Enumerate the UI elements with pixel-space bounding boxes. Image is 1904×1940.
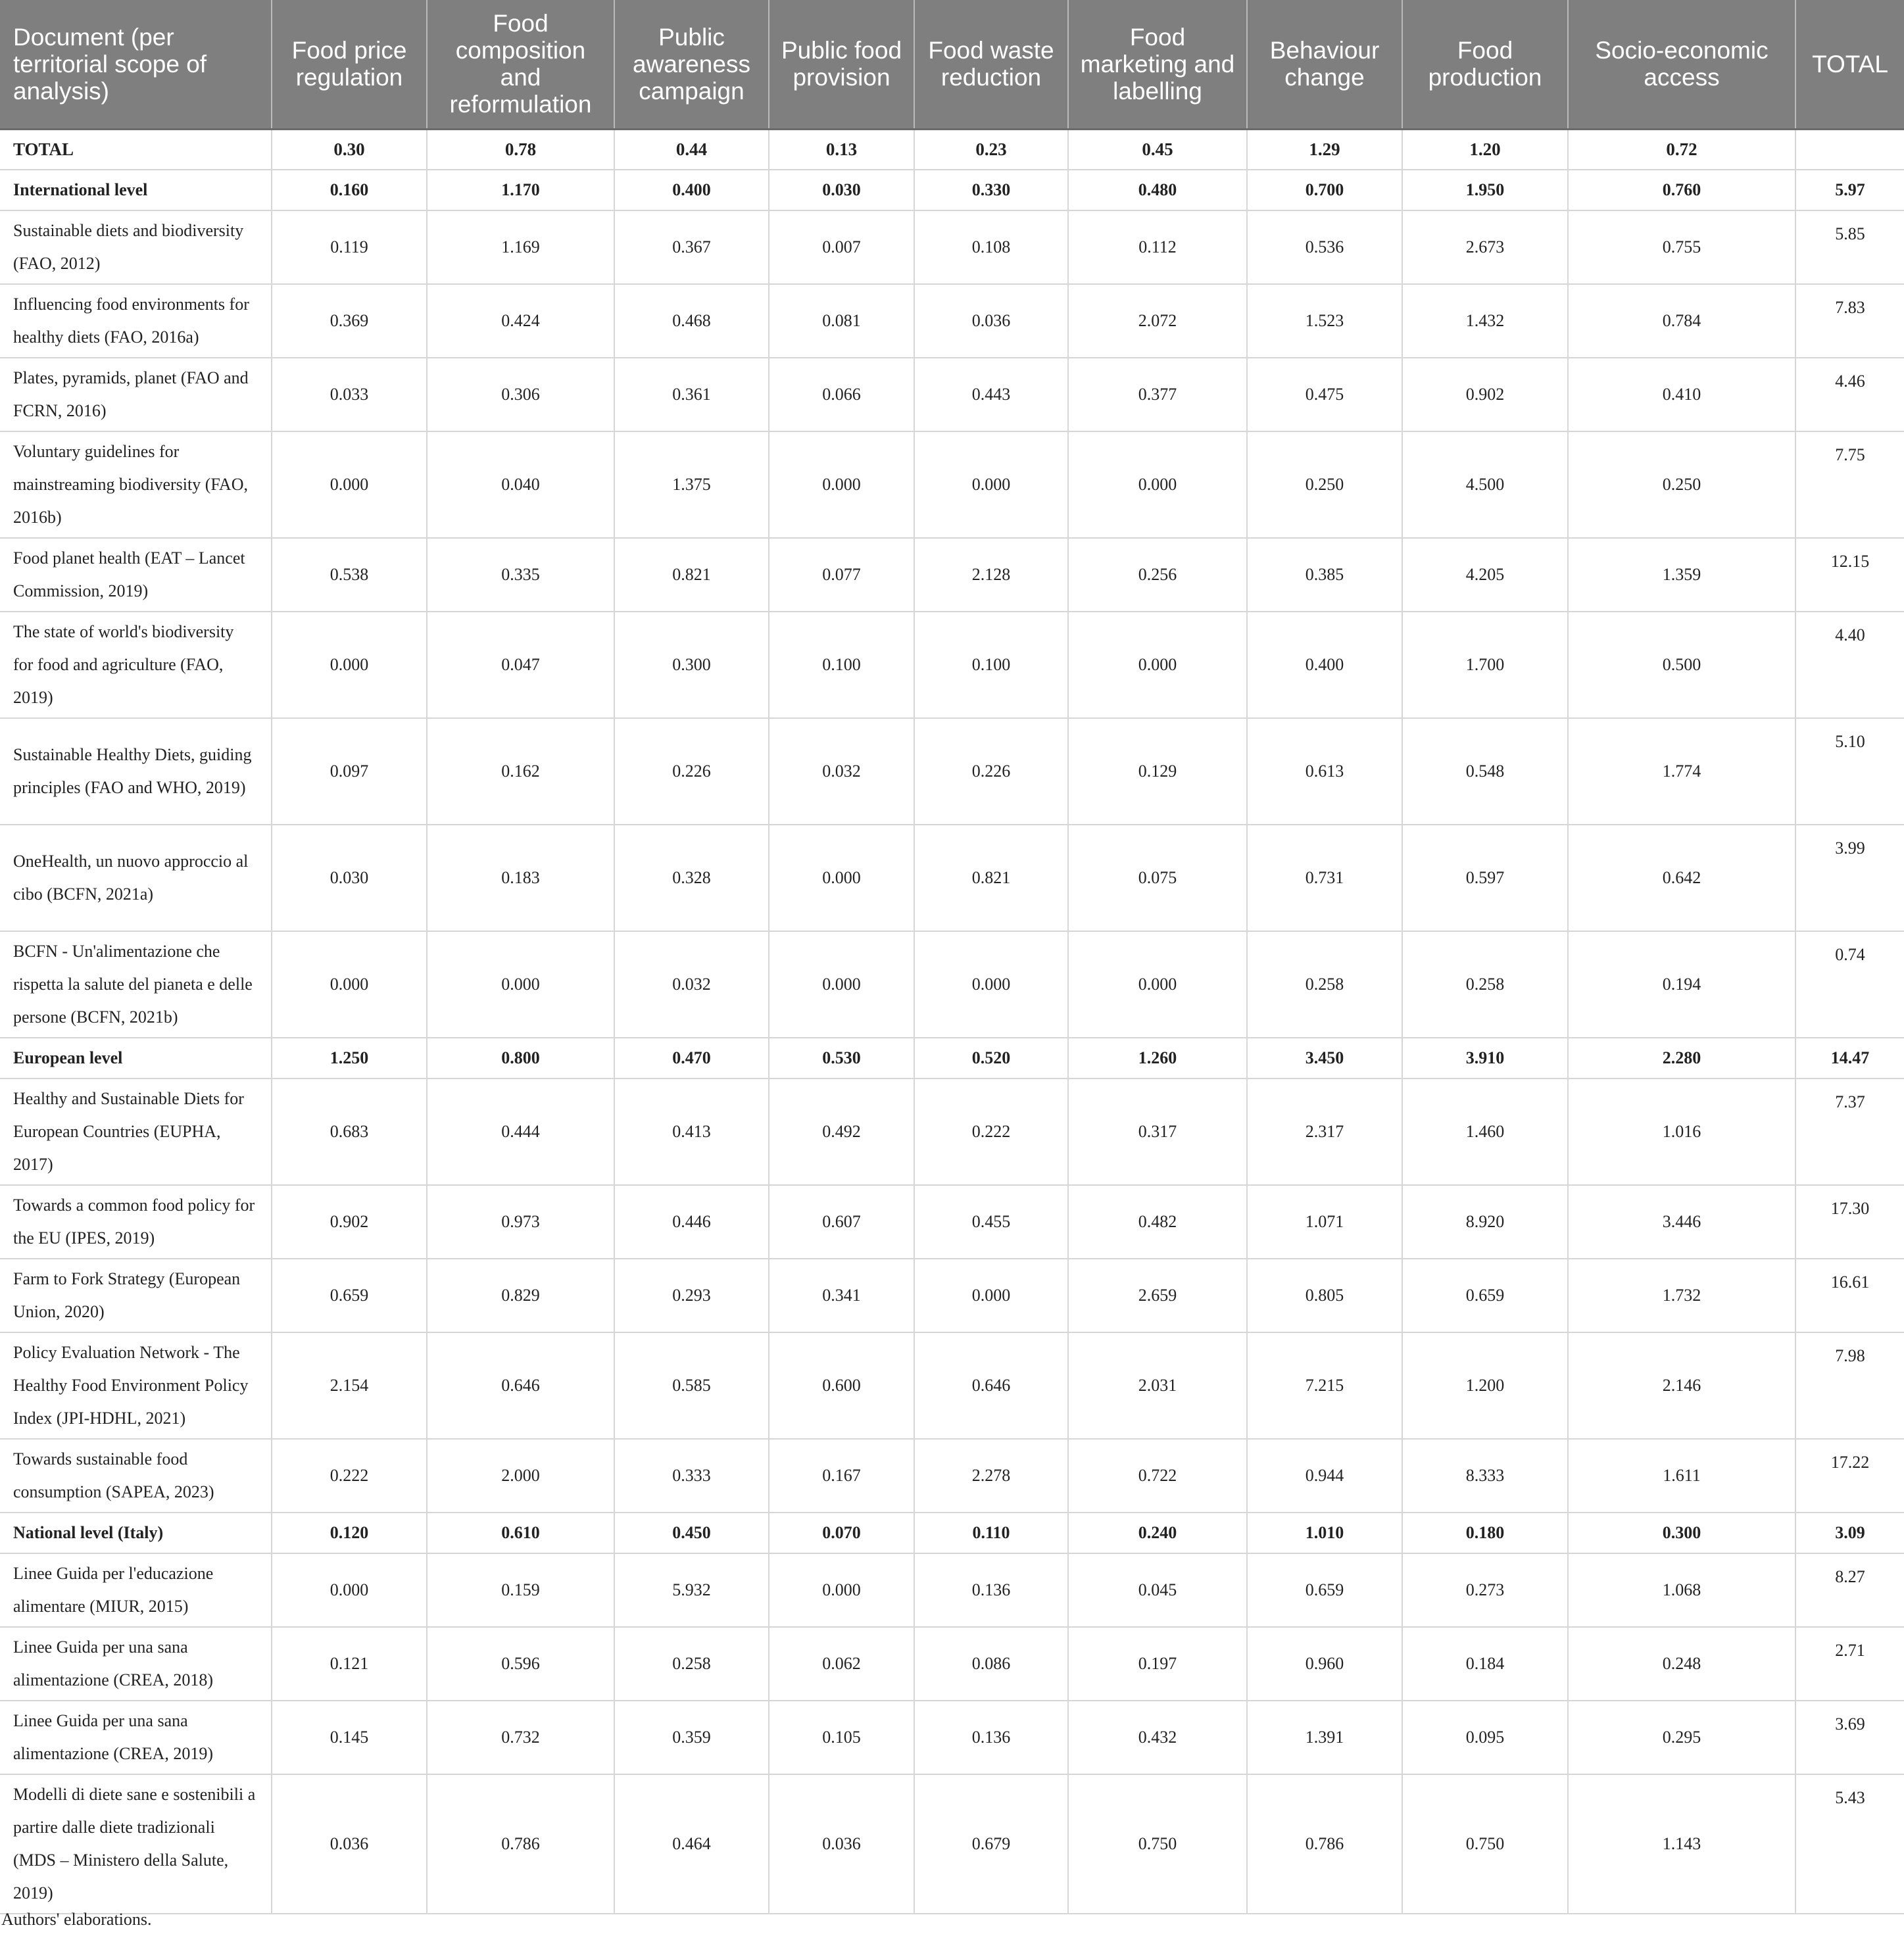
cell-food-composition: 2.000 [427, 1439, 614, 1513]
cell-food-waste-reduction: 0.821 [914, 825, 1068, 931]
total-row [0, 129, 1904, 170]
cell-behaviour-change: 0.731 [1247, 825, 1402, 931]
cell-public-awareness: 0.032 [614, 931, 769, 1038]
cell-behaviour-change: 0.385 [1247, 538, 1402, 612]
cell-food-waste-reduction: 0.226 [914, 718, 1068, 825]
header-food-composition-and-reformulation: Food composition and reformulation [427, 0, 614, 129]
cell-public-food-provision: 0.600 [769, 1332, 914, 1439]
cell-document: Towards a common food policy for the EU (IPES, 2019) [0, 1185, 272, 1259]
table-row [0, 1259, 1904, 1332]
cell-behaviour-change: 0.786 [1247, 1774, 1402, 1914]
cell-total: 17.30 [1795, 1185, 1904, 1259]
group-row [0, 170, 1904, 210]
cell-public-food-provision: 0.341 [769, 1259, 914, 1332]
cell-food-price-regulation: 0.145 [272, 1701, 427, 1774]
header-food-waste-reduction: Food waste reduction [914, 0, 1068, 129]
cell-total: 5.10 [1795, 718, 1904, 825]
cell-food-composition: 0.047 [427, 612, 614, 718]
group-row [0, 1038, 1904, 1079]
cell-behaviour-change: 3.450 [1247, 1038, 1402, 1079]
cell-food-marketing-labelling: 0.240 [1068, 1513, 1247, 1553]
cell-food-composition: 1.169 [427, 210, 614, 284]
cell-food-marketing-labelling: 1.260 [1068, 1038, 1247, 1079]
cell-food-production: 0.597 [1402, 825, 1568, 931]
cell-food-marketing-labelling: 2.031 [1068, 1332, 1247, 1439]
cell-food-marketing-labelling: 2.659 [1068, 1259, 1247, 1332]
cell-food-marketing-labelling: 0.197 [1068, 1627, 1247, 1701]
cell-public-awareness: 0.450 [614, 1513, 769, 1553]
cell-food-composition: 0.183 [427, 825, 614, 931]
cell-socio-economic-access: 0.295 [1568, 1701, 1795, 1774]
cell-food-composition: 0.78 [427, 129, 614, 170]
cell-socio-economic-access: 1.774 [1568, 718, 1795, 825]
cell-total: 7.37 [1795, 1079, 1904, 1185]
cell-food-production: 2.673 [1402, 210, 1568, 284]
cell-food-waste-reduction: 0.036 [914, 284, 1068, 358]
cell-socio-economic-access: 1.611 [1568, 1439, 1795, 1513]
cell-behaviour-change: 0.805 [1247, 1259, 1402, 1332]
cell-document: Food planet health (EAT – Lancet Commission, 2019) [0, 538, 272, 612]
cell-food-price-regulation: 0.097 [272, 718, 427, 825]
table-row [0, 718, 1904, 825]
cell-total: 14.47 [1795, 1038, 1904, 1079]
cell-public-food-provision: 0.030 [769, 170, 914, 210]
cell-food-composition: 0.424 [427, 284, 614, 358]
cell-public-awareness: 0.361 [614, 358, 769, 431]
cell-food-marketing-labelling: 0.045 [1068, 1553, 1247, 1627]
cell-public-awareness: 5.932 [614, 1553, 769, 1627]
cell-behaviour-change: 0.536 [1247, 210, 1402, 284]
cell-food-waste-reduction: 0.086 [914, 1627, 1068, 1701]
cell-socio-economic-access: 1.068 [1568, 1553, 1795, 1627]
cell-food-waste-reduction: 0.520 [914, 1038, 1068, 1079]
cell-socio-economic-access: 0.500 [1568, 612, 1795, 718]
cell-public-food-provision: 0.000 [769, 931, 914, 1038]
cell-food-price-regulation: 1.250 [272, 1038, 427, 1079]
cell-food-production: 0.659 [1402, 1259, 1568, 1332]
table-row [0, 1332, 1904, 1439]
header-public-awareness-campaign: Public awareness campaign [614, 0, 769, 129]
cell-total: 5.97 [1795, 170, 1904, 210]
cell-document: BCFN - Un'alimentazione che rispetta la salute del pianeta e delle persone (BCFN, 2021b) [0, 931, 272, 1038]
cell-public-awareness: 0.367 [614, 210, 769, 284]
cell-food-composition: 0.335 [427, 538, 614, 612]
cell-food-waste-reduction: 0.679 [914, 1774, 1068, 1914]
cell-document: TOTAL [0, 129, 272, 170]
cell-document: Sustainable diets and biodiversity (FAO, 2012) [0, 210, 272, 284]
cell-food-price-regulation: 0.120 [272, 1513, 427, 1553]
cell-food-production: 1.460 [1402, 1079, 1568, 1185]
cell-behaviour-change: 7.215 [1247, 1332, 1402, 1439]
cell-food-production: 0.184 [1402, 1627, 1568, 1701]
cell-document: National level (Italy) [0, 1513, 272, 1553]
cell-public-food-provision: 0.607 [769, 1185, 914, 1259]
header-socio-economic-access: Socio-economic access [1568, 0, 1795, 129]
cell-behaviour-change: 0.700 [1247, 170, 1402, 210]
cell-behaviour-change: 0.250 [1247, 431, 1402, 538]
cell-food-composition: 0.786 [427, 1774, 614, 1914]
cell-food-production: 1.432 [1402, 284, 1568, 358]
cell-public-awareness: 0.300 [614, 612, 769, 718]
cell-food-waste-reduction: 0.136 [914, 1701, 1068, 1774]
cell-food-price-regulation: 0.659 [272, 1259, 427, 1332]
cell-public-food-provision: 0.000 [769, 1553, 914, 1627]
cell-total: 3.09 [1795, 1513, 1904, 1553]
header-food-production: Food production [1402, 0, 1568, 129]
cell-food-marketing-labelling: 2.072 [1068, 284, 1247, 358]
cell-public-food-provision: 0.100 [769, 612, 914, 718]
cell-socio-economic-access: 1.359 [1568, 538, 1795, 612]
cell-socio-economic-access: 1.732 [1568, 1259, 1795, 1332]
cell-behaviour-change: 1.010 [1247, 1513, 1402, 1553]
cell-food-marketing-labelling: 0.000 [1068, 931, 1247, 1038]
cell-food-price-regulation: 0.033 [272, 358, 427, 431]
cell-food-price-regulation: 0.000 [272, 612, 427, 718]
cell-food-price-regulation: 0.369 [272, 284, 427, 358]
table-row [0, 1079, 1904, 1185]
table-row [0, 284, 1904, 358]
cell-behaviour-change: 0.475 [1247, 358, 1402, 431]
cell-total: 17.22 [1795, 1439, 1904, 1513]
cell-food-composition: 0.306 [427, 358, 614, 431]
cell-socio-economic-access: 1.016 [1568, 1079, 1795, 1185]
cell-document: Farm to Fork Strategy (European Union, 2020) [0, 1259, 272, 1332]
cell-food-marketing-labelling: 0.317 [1068, 1079, 1247, 1185]
cell-behaviour-change: 1.523 [1247, 284, 1402, 358]
cell-document: Policy Evaluation Network - The Healthy Food Environment Policy Index (JPI-HDHL, 2021) [0, 1332, 272, 1439]
cell-public-food-provision: 0.070 [769, 1513, 914, 1553]
cell-food-waste-reduction: 0.100 [914, 612, 1068, 718]
cell-total [1795, 129, 1904, 170]
cell-public-awareness: 0.359 [614, 1701, 769, 1774]
cell-socio-economic-access: 0.194 [1568, 931, 1795, 1038]
cell-food-marketing-labelling: 0.480 [1068, 170, 1247, 210]
cell-public-awareness: 0.333 [614, 1439, 769, 1513]
table-row [0, 612, 1904, 718]
header-document: Document (per territorial scope of analysis) [0, 0, 272, 129]
cell-food-marketing-labelling: 0.000 [1068, 431, 1247, 538]
cell-food-waste-reduction: 0.646 [914, 1332, 1068, 1439]
header-food-marketing-and-labelling: Food marketing and labelling [1068, 0, 1247, 129]
cell-behaviour-change: 0.258 [1247, 931, 1402, 1038]
cell-total: 16.61 [1795, 1259, 1904, 1332]
cell-socio-economic-access: 0.760 [1568, 170, 1795, 210]
cell-food-production: 0.902 [1402, 358, 1568, 431]
cell-food-marketing-labelling: 0.112 [1068, 210, 1247, 284]
cell-food-composition: 0.159 [427, 1553, 614, 1627]
cell-food-waste-reduction: 0.000 [914, 931, 1068, 1038]
cell-public-awareness: 1.375 [614, 431, 769, 538]
cell-food-marketing-labelling: 0.129 [1068, 718, 1247, 825]
cell-food-production: 0.095 [1402, 1701, 1568, 1774]
cell-public-food-provision: 0.081 [769, 284, 914, 358]
cell-food-production: 1.20 [1402, 129, 1568, 170]
cell-behaviour-change: 1.391 [1247, 1701, 1402, 1774]
cell-food-composition: 0.800 [427, 1038, 614, 1079]
cell-total: 4.40 [1795, 612, 1904, 718]
cell-behaviour-change: 1.071 [1247, 1185, 1402, 1259]
cell-food-waste-reduction: 0.443 [914, 358, 1068, 431]
cell-socio-economic-access: 0.755 [1568, 210, 1795, 284]
cell-food-composition: 0.829 [427, 1259, 614, 1332]
cell-behaviour-change: 0.659 [1247, 1553, 1402, 1627]
table-row [0, 825, 1904, 931]
cell-socio-economic-access: 1.143 [1568, 1774, 1795, 1914]
cell-public-awareness: 0.400 [614, 170, 769, 210]
cell-document: Plates, pyramids, planet (FAO and FCRN, 2016) [0, 358, 272, 431]
cell-document: OneHealth, un nuovo approccio al cibo (BCFN, 2021a) [0, 825, 272, 931]
cell-total: 7.83 [1795, 284, 1904, 358]
cell-public-food-provision: 0.007 [769, 210, 914, 284]
cell-food-price-regulation: 0.683 [272, 1079, 427, 1185]
cell-total: 5.43 [1795, 1774, 1904, 1914]
table-body [0, 129, 1904, 1914]
table-row [0, 1553, 1904, 1627]
table-row [0, 1774, 1904, 1914]
cell-socio-economic-access: 0.784 [1568, 284, 1795, 358]
cell-food-waste-reduction: 0.108 [914, 210, 1068, 284]
cell-food-production: 0.258 [1402, 931, 1568, 1038]
cell-food-waste-reduction: 0.136 [914, 1553, 1068, 1627]
table-header [0, 0, 1904, 129]
cell-food-marketing-labelling: 0.722 [1068, 1439, 1247, 1513]
cell-total: 12.15 [1795, 538, 1904, 612]
cell-food-composition: 0.000 [427, 931, 614, 1038]
cell-behaviour-change: 0.960 [1247, 1627, 1402, 1701]
cell-food-composition: 0.973 [427, 1185, 614, 1259]
cell-food-production: 4.500 [1402, 431, 1568, 538]
cell-public-food-provision: 0.000 [769, 431, 914, 538]
cell-public-food-provision: 0.077 [769, 538, 914, 612]
cell-public-food-provision: 0.13 [769, 129, 914, 170]
cell-behaviour-change: 0.613 [1247, 718, 1402, 825]
cell-document: Healthy and Sustainable Diets for European Countries (EUPHA, 2017) [0, 1079, 272, 1185]
cell-public-awareness: 0.470 [614, 1038, 769, 1079]
cell-document: Modelli di diete sane e sostenibili a partire dalle diete tradizionali (MDS – Ministero della Salute, 2019) [0, 1774, 272, 1914]
cell-food-price-regulation: 0.121 [272, 1627, 427, 1701]
cell-food-marketing-labelling: 0.432 [1068, 1701, 1247, 1774]
table-row [0, 1439, 1904, 1513]
cell-public-awareness: 0.293 [614, 1259, 769, 1332]
cell-public-awareness: 0.413 [614, 1079, 769, 1185]
cell-socio-economic-access: 2.146 [1568, 1332, 1795, 1439]
cell-food-price-regulation: 0.000 [272, 1553, 427, 1627]
cell-socio-economic-access: 0.250 [1568, 431, 1795, 538]
cell-food-marketing-labelling: 0.45 [1068, 129, 1247, 170]
cell-food-waste-reduction: 2.278 [914, 1439, 1068, 1513]
cell-food-waste-reduction: 0.222 [914, 1079, 1068, 1185]
cell-food-composition: 0.162 [427, 718, 614, 825]
table-row [0, 931, 1904, 1038]
cell-socio-economic-access: 0.248 [1568, 1627, 1795, 1701]
cell-total: 2.71 [1795, 1627, 1904, 1701]
cell-food-waste-reduction: 0.330 [914, 170, 1068, 210]
cell-document: International level [0, 170, 272, 210]
cell-food-price-regulation: 0.119 [272, 210, 427, 284]
header-total: TOTAL [1795, 0, 1904, 129]
cell-document: Voluntary guidelines for mainstreaming biodiversity (FAO, 2016b) [0, 431, 272, 538]
cell-food-composition: 0.610 [427, 1513, 614, 1553]
cell-food-production: 8.333 [1402, 1439, 1568, 1513]
cell-food-price-regulation: 0.000 [272, 431, 427, 538]
cell-public-food-provision: 0.062 [769, 1627, 914, 1701]
cell-socio-economic-access: 3.446 [1568, 1185, 1795, 1259]
cell-food-waste-reduction: 0.000 [914, 1259, 1068, 1332]
table-row [0, 210, 1904, 284]
header-public-food-provision: Public food provision [769, 0, 914, 129]
cell-public-food-provision: 0.066 [769, 358, 914, 431]
cell-socio-economic-access: 0.642 [1568, 825, 1795, 931]
cell-food-price-regulation: 0.30 [272, 129, 427, 170]
cell-food-waste-reduction: 0.455 [914, 1185, 1068, 1259]
cell-socio-economic-access: 2.280 [1568, 1038, 1795, 1079]
cell-public-awareness: 0.258 [614, 1627, 769, 1701]
cell-public-awareness: 0.446 [614, 1185, 769, 1259]
cell-total: 7.98 [1795, 1332, 1904, 1439]
cell-public-food-provision: 0.492 [769, 1079, 914, 1185]
cell-public-awareness: 0.464 [614, 1774, 769, 1914]
cell-food-marketing-labelling: 0.075 [1068, 825, 1247, 931]
cell-food-production: 0.273 [1402, 1553, 1568, 1627]
cell-food-price-regulation: 0.222 [272, 1439, 427, 1513]
cell-food-marketing-labelling: 0.000 [1068, 612, 1247, 718]
cell-food-production: 0.548 [1402, 718, 1568, 825]
cell-socio-economic-access: 0.410 [1568, 358, 1795, 431]
table-caption: Authors' elaborations. [1, 1910, 152, 1929]
cell-food-production: 4.205 [1402, 538, 1568, 612]
cell-food-composition: 0.596 [427, 1627, 614, 1701]
cell-total: 0.74 [1795, 931, 1904, 1038]
cell-public-food-provision: 0.530 [769, 1038, 914, 1079]
cell-food-composition: 0.646 [427, 1332, 614, 1439]
cell-document: The state of world's biodiversity for food and agriculture (FAO, 2019) [0, 612, 272, 718]
cell-food-marketing-labelling: 0.482 [1068, 1185, 1247, 1259]
cell-food-marketing-labelling: 0.377 [1068, 358, 1247, 431]
cell-food-production: 3.910 [1402, 1038, 1568, 1079]
table-row [0, 1701, 1904, 1774]
cell-document: European level [0, 1038, 272, 1079]
cell-total: 8.27 [1795, 1553, 1904, 1627]
cell-public-awareness: 0.585 [614, 1332, 769, 1439]
cell-socio-economic-access: 0.72 [1568, 129, 1795, 170]
cell-total: 3.99 [1795, 825, 1904, 931]
cell-document: Influencing food environments for healthy diets (FAO, 2016a) [0, 284, 272, 358]
cell-food-composition: 1.170 [427, 170, 614, 210]
cell-public-awareness: 0.468 [614, 284, 769, 358]
cell-food-composition: 0.040 [427, 431, 614, 538]
cell-behaviour-change: 0.400 [1247, 612, 1402, 718]
cell-behaviour-change: 1.29 [1247, 129, 1402, 170]
cell-food-marketing-labelling: 0.750 [1068, 1774, 1247, 1914]
cell-food-composition: 0.732 [427, 1701, 614, 1774]
header-row [0, 0, 1904, 129]
cell-food-waste-reduction: 0.23 [914, 129, 1068, 170]
cell-food-price-regulation: 2.154 [272, 1332, 427, 1439]
cell-document: Linee Guida per una sana alimentazione (CREA, 2018) [0, 1627, 272, 1701]
cell-total: 7.75 [1795, 431, 1904, 538]
cell-food-production: 0.750 [1402, 1774, 1568, 1914]
table-row [0, 538, 1904, 612]
cell-food-waste-reduction: 0.110 [914, 1513, 1068, 1553]
cell-document: Linee Guida per l'educazione alimentare (MIUR, 2015) [0, 1553, 272, 1627]
table-row [0, 431, 1904, 538]
cell-food-price-regulation: 0.030 [272, 825, 427, 931]
cell-public-food-provision: 0.105 [769, 1701, 914, 1774]
cell-document: Towards sustainable food consumption (SAPEA, 2023) [0, 1439, 272, 1513]
cell-public-food-provision: 0.167 [769, 1439, 914, 1513]
table-row [0, 358, 1904, 431]
cell-food-production: 8.920 [1402, 1185, 1568, 1259]
cell-public-awareness: 0.226 [614, 718, 769, 825]
cell-food-production: 1.200 [1402, 1332, 1568, 1439]
cell-food-price-regulation: 0.902 [272, 1185, 427, 1259]
cell-public-awareness: 0.44 [614, 129, 769, 170]
cell-food-price-regulation: 0.538 [272, 538, 427, 612]
cell-food-production: 1.700 [1402, 612, 1568, 718]
cell-food-marketing-labelling: 0.256 [1068, 538, 1247, 612]
cell-public-awareness: 0.821 [614, 538, 769, 612]
cell-public-food-provision: 0.032 [769, 718, 914, 825]
header-behaviour-change: Behaviour change [1247, 0, 1402, 129]
group-row [0, 1513, 1904, 1553]
cell-total: 5.85 [1795, 210, 1904, 284]
cell-food-production: 0.180 [1402, 1513, 1568, 1553]
cell-food-waste-reduction: 2.128 [914, 538, 1068, 612]
cell-behaviour-change: 2.317 [1247, 1079, 1402, 1185]
cell-behaviour-change: 0.944 [1247, 1439, 1402, 1513]
cell-food-waste-reduction: 0.000 [914, 431, 1068, 538]
cell-document: Linee Guida per una sana alimentazione (CREA, 2019) [0, 1701, 272, 1774]
cell-document: Sustainable Healthy Diets, guiding principles (FAO and WHO, 2019) [0, 718, 272, 825]
cell-food-price-regulation: 0.000 [272, 931, 427, 1038]
cell-public-food-provision: 0.000 [769, 825, 914, 931]
cell-food-price-regulation: 0.036 [272, 1774, 427, 1914]
cell-total: 3.69 [1795, 1701, 1904, 1774]
table-row [0, 1185, 1904, 1259]
cell-public-food-provision: 0.036 [769, 1774, 914, 1914]
cell-food-price-regulation: 0.160 [272, 170, 427, 210]
cell-socio-economic-access: 0.300 [1568, 1513, 1795, 1553]
cell-public-awareness: 0.328 [614, 825, 769, 931]
table-row [0, 1627, 1904, 1701]
header-food-price-regulation: Food price regulation [272, 0, 427, 129]
cell-food-composition: 0.444 [427, 1079, 614, 1185]
cell-food-production: 1.950 [1402, 170, 1568, 210]
cell-total: 4.46 [1795, 358, 1904, 431]
